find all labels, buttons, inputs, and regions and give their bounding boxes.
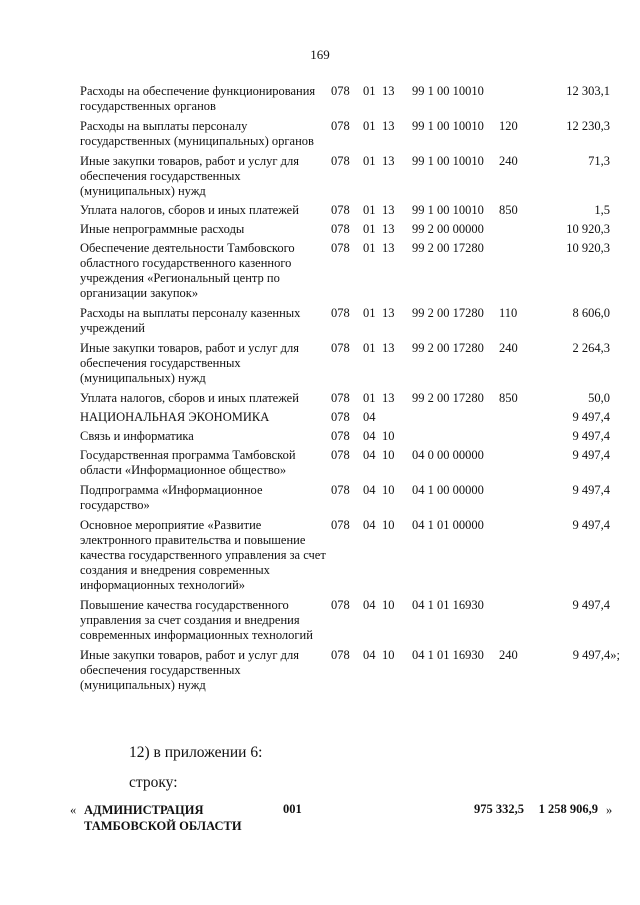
- row-name: Расходы на обеспечение функционирования государственных органов: [80, 84, 316, 113]
- table-row: [80, 448, 610, 478]
- row-expense-type: 240: [499, 341, 518, 355]
- row-subsection-code: 10: [382, 648, 395, 662]
- row-expense-type: 240: [499, 154, 518, 168]
- row-target-article: 99 2 00 17280: [412, 241, 484, 255]
- row-name: Обеспечение деятельности Тамбовского областного государственного казенного учреждения «Региональный центр по организации закупок»: [80, 241, 295, 300]
- row-ved-code: 078: [331, 203, 350, 217]
- quoted-row-name: АДМИНИСТРАЦИЯ ТАМБОВСКОЙ ОБЛАСТИ: [84, 803, 242, 833]
- row-ved-code: 078: [331, 306, 350, 320]
- row-target-article: 04 1 01 16930: [412, 598, 484, 612]
- row-ved-code: 078: [331, 119, 350, 133]
- row-ved-code: 078: [331, 391, 350, 405]
- row-amount: 10 920,3: [566, 241, 610, 255]
- row-subsection-code: 13: [382, 241, 395, 255]
- row-subsection-code: 13: [382, 84, 395, 98]
- row-ved-code: 078: [331, 241, 350, 255]
- row-amount: 9 497,4: [572, 518, 610, 532]
- row-name: Расходы на выплаты персоналу казенных учреждений: [80, 306, 301, 335]
- row-amount: 9 497,4»;: [572, 648, 620, 662]
- intro-line-1: 12) в приложении 6:: [129, 744, 263, 761]
- row-subsection-code: 13: [382, 203, 395, 217]
- row-ved-code: 078: [331, 429, 350, 443]
- row-section-code: 04: [363, 518, 376, 532]
- row-target-article: 04 0 00 00000: [412, 448, 484, 462]
- row-section-code: 01: [363, 222, 376, 236]
- row-subsection-code: 13: [382, 222, 395, 236]
- row-expense-type: 120: [499, 119, 518, 133]
- row-subsection-code: 13: [382, 154, 395, 168]
- budget-table: [80, 84, 620, 698]
- row-subsection-code: 13: [382, 306, 395, 320]
- row-name: Расходы на выплаты персоналу государственных (муниципальных) органов: [80, 119, 314, 148]
- table-row: [80, 518, 610, 593]
- row-subsection-code: 13: [382, 119, 395, 133]
- row-ved-code: 078: [331, 154, 350, 168]
- row-amount: 50,0: [588, 391, 610, 405]
- row-target-article: 99 1 00 10010: [412, 119, 484, 133]
- row-target-article: 04 1 01 16930: [412, 648, 484, 662]
- row-section-code: 04: [363, 483, 376, 497]
- row-target-article: 99 2 00 00000: [412, 222, 484, 236]
- row-section-code: 01: [363, 203, 376, 217]
- table-row: [80, 483, 610, 513]
- table-row: [80, 429, 610, 444]
- row-amount: 1,5: [594, 203, 610, 217]
- row-section-code: 04: [363, 448, 376, 462]
- table-row: [80, 306, 610, 336]
- row-ved-code: 078: [331, 410, 350, 424]
- row-amount: 9 497,4: [572, 410, 610, 424]
- row-subsection-code: 10: [382, 429, 395, 443]
- row-ved-code: 078: [331, 448, 350, 462]
- row-amount: 9 497,4: [572, 483, 610, 497]
- row-subsection-code: 10: [382, 448, 395, 462]
- row-section-code: 01: [363, 154, 376, 168]
- row-name: Уплата налогов, сборов и иных платежей: [80, 203, 299, 217]
- row-amount: 9 497,4: [572, 448, 610, 462]
- table-row: [80, 222, 610, 237]
- table-row: [80, 154, 610, 199]
- row-amount: 8 606,0: [572, 306, 610, 320]
- row-ved-code: 078: [331, 648, 350, 662]
- row-section-code: 01: [363, 306, 376, 320]
- row-subsection-code: 10: [382, 483, 395, 497]
- row-ved-code: 078: [331, 84, 350, 98]
- table-row: [80, 203, 610, 218]
- quoted-row-code: 001: [283, 802, 302, 816]
- row-name: Иные закупки товаров, работ и услуг для обеспечения государственных (муниципальных) нужд: [80, 154, 300, 198]
- row-name: Иные закупки товаров, работ и услуг для обеспечения государственных (муниципальных) нужд: [80, 341, 300, 385]
- row-section-code: 01: [363, 341, 376, 355]
- row-target-article: 04 1 00 00000: [412, 483, 484, 497]
- row-section-code: 04: [363, 648, 376, 662]
- row-amount: 9 497,4: [572, 598, 610, 612]
- row-target-article: 99 1 00 10010: [412, 203, 484, 217]
- row-name: Повышение качества государственного управления за счет создания и внедрения современных информационных технологий: [80, 598, 313, 642]
- quote-close-mark: »: [606, 803, 613, 817]
- row-amount: 10 920,3: [566, 222, 610, 236]
- row-name: Основное мероприятие «Развитие электронного правительства и повышение качества государственного управления за счет создания и внедрения современных информационных технологий»: [80, 518, 326, 592]
- row-section-code: 04: [363, 429, 376, 443]
- row-section-code: 01: [363, 391, 376, 405]
- row-ved-code: 078: [331, 598, 350, 612]
- table-row: [80, 241, 610, 301]
- row-name: Иные закупки товаров, работ и услуг для обеспечения государственных (муниципальных) нужд: [80, 648, 300, 692]
- row-subsection-code: 10: [382, 518, 395, 532]
- table-row: [80, 391, 610, 406]
- row-subsection-code: 13: [382, 341, 395, 355]
- row-section-code: 04: [363, 598, 376, 612]
- row-subsection-code: 10: [382, 598, 395, 612]
- row-ved-code: 078: [331, 341, 350, 355]
- row-section-code: 01: [363, 119, 376, 133]
- row-name: Государственная программа Тамбовской области «Информационное общество»: [80, 448, 296, 477]
- row-amount: 12 230,3: [566, 119, 610, 133]
- table-row: [80, 84, 610, 114]
- row-name: Иные непрограммные расходы: [80, 222, 245, 236]
- quoted-row-sum-2: 1 258 906,9: [538, 802, 598, 816]
- row-expense-type: 110: [499, 306, 518, 320]
- row-expense-type: 240: [499, 648, 518, 662]
- row-target-article: 99 1 00 10010: [412, 154, 484, 168]
- row-ved-code: 078: [331, 483, 350, 497]
- row-name: Связь и информатика: [80, 429, 194, 443]
- row-section-code: 04: [363, 410, 376, 424]
- row-target-article: 99 2 00 17280: [412, 341, 484, 355]
- row-amount: 9 497,4: [572, 429, 610, 443]
- quoted-row-sum-1: 975 332,5: [474, 802, 524, 816]
- row-amount: 71,3: [588, 154, 610, 168]
- row-target-article: 99 1 00 10010: [412, 84, 484, 98]
- table-row: [80, 341, 610, 386]
- quote-open-mark: «: [70, 803, 77, 817]
- row-target-article: 99 2 00 17280: [412, 391, 484, 405]
- row-amount: 12 303,1: [566, 84, 610, 98]
- row-section-code: 01: [363, 241, 376, 255]
- table-row: [80, 119, 610, 149]
- row-expense-type: 850: [499, 391, 518, 405]
- row-name: Подпрограмма «Информационное государство»: [80, 483, 263, 512]
- row-section-code: 01: [363, 84, 376, 98]
- table-row: [80, 598, 610, 643]
- row-amount: 2 264,3: [572, 341, 610, 355]
- page-number: 169: [310, 47, 330, 62]
- table-row: [80, 410, 610, 425]
- row-ved-code: 078: [331, 222, 350, 236]
- row-expense-type: 850: [499, 203, 518, 217]
- row-subsection-code: 13: [382, 391, 395, 405]
- row-target-article: 04 1 01 00000: [412, 518, 484, 532]
- intro-line-2: строку:: [129, 774, 178, 791]
- table-row: [80, 648, 620, 693]
- row-ved-code: 078: [331, 518, 350, 532]
- row-name: Уплата налогов, сборов и иных платежей: [80, 391, 299, 405]
- row-name: НАЦИОНАЛЬНАЯ ЭКОНОМИКА: [80, 410, 270, 424]
- row-target-article: 99 2 00 17280: [412, 306, 484, 320]
